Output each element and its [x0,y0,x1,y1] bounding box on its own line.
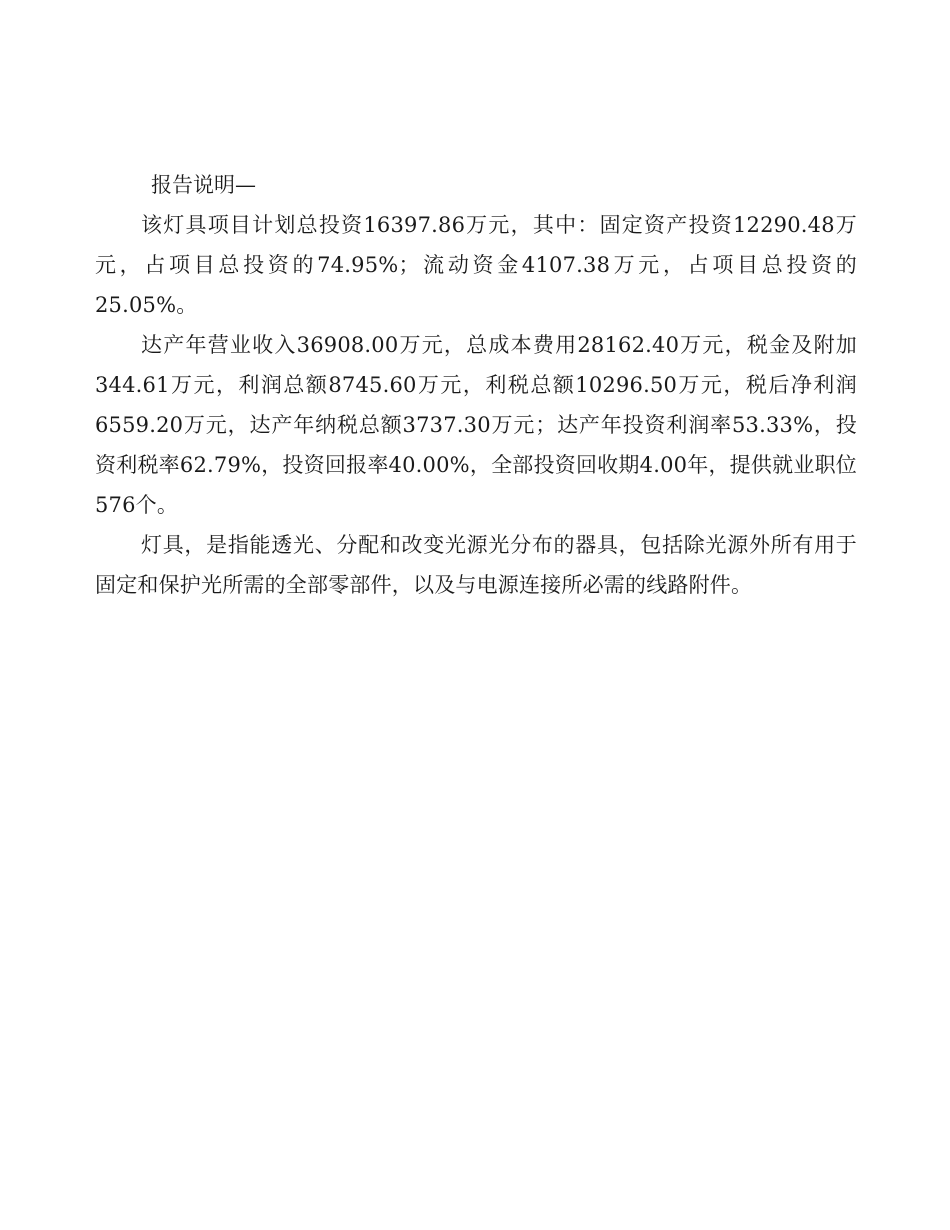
paragraph-investment: 该灯具项目计划总投资16397.86万元，其中：固定资产投资12290.48万元，占项目总投资的74.95%；流动资金4107.38万元，占项目总投资的25.05%。 [95,213,857,317]
section-heading: 报告说明— [151,173,256,197]
paragraph-definition: 灯具，是指能透光、分配和改变光源光分布的器具，包括除光源外所有用于固定和保护光所需的全部零部件，以及与电源连接所必需的线路附件。 [95,533,857,597]
paragraph-financials: 达产年营业收入36908.00万元，总成本费用28162.40万元，税金及附加344.61万元，利润总额8745.60万元，利税总额10296.50万元，税后净利润6559.20万元，达产年纳税总额3737.30万元；达产年投资利润率53.33%，投资利税率62.79%，投资回报率40.00%，全部投资回收期4.00年，提供就业职位576个。 [95,333,857,517]
report-body [95,165,857,605]
